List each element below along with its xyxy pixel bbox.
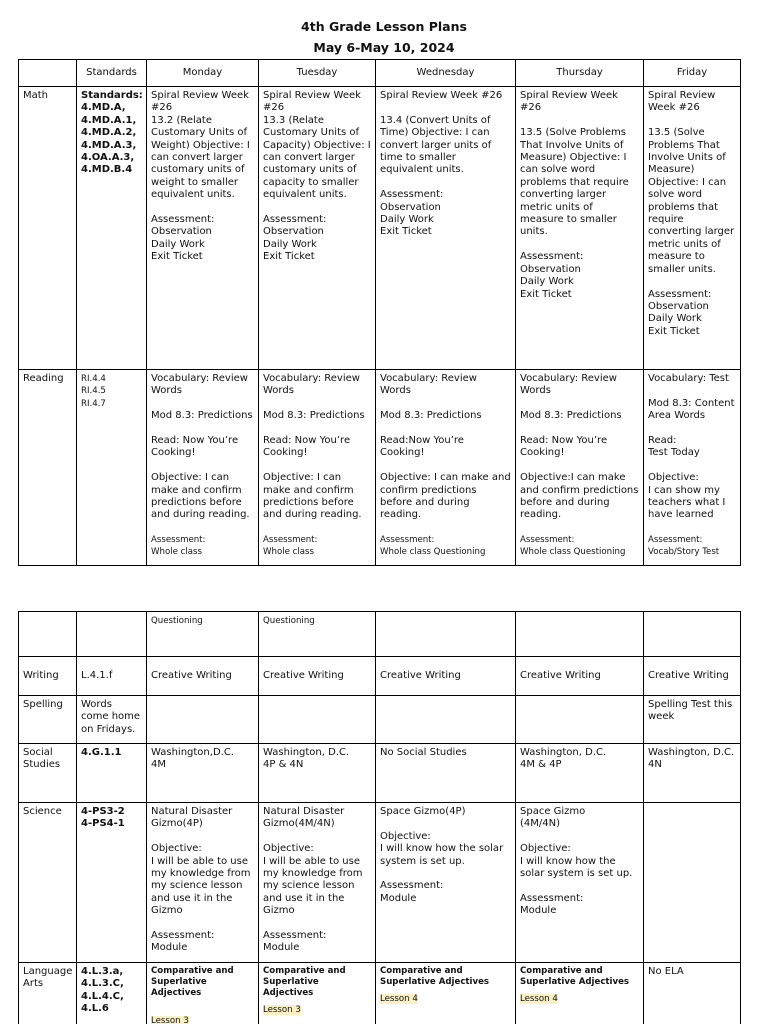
spelling-thursday (516, 696, 644, 744)
language-thursday-cell (516, 963, 644, 1024)
spelling-row (19, 696, 741, 744)
reading-tuesday: Vocabulary: Review Words Mod 8.3: Predictions Read: Now You’re Cooking! Objective: I can make and confirm predictions before and during reading. (263, 373, 365, 521)
writing-friday: Creative Writing (644, 657, 741, 696)
language-friday: No ELA (644, 963, 741, 1024)
reading-friday: Vocabulary: Test Mod 8.3: Content Area Words Read: Test Today Objective: I can show my teachers what I have learned (648, 373, 735, 521)
science-monday: Natural Disaster Gizmo(4P) Objective: I will be able to use my knowledge from my science lesson and use it in the Gizmo Assessment: Module (147, 803, 259, 963)
reading-standards: RI.4.4 RI.4.5 RI.4.7 (77, 370, 147, 566)
spelling-monday (147, 696, 259, 744)
page-title: 4th Grade Lesson Plans (301, 19, 467, 34)
math-friday: Spiral Review Week #26 13.5 (Solve Problems That Involve Units of Measure) Objective: I can solve word problems that require converting larger metric units of measure to smaller units. Assessment: Observation Daily Work Exit Ticket (644, 87, 741, 370)
continuation-blank-friday (644, 612, 741, 657)
language-monday-lesson: Lesson 3 (151, 1016, 189, 1024)
reading-row (19, 370, 741, 566)
science-tuesday: Natural Disaster Gizmo(4M/4N) Objective: I will be able to use my knowledge from my science lesson and use it in the Gizmo Assessment: Module (259, 803, 376, 963)
continuation-blank-subject (19, 612, 77, 657)
writing-thursday: Creative Writing (516, 657, 644, 696)
writing-row (19, 657, 741, 696)
language-monday-cell (147, 963, 259, 1024)
writing-subject: Writing (19, 657, 77, 696)
continuation-blank-wednesday (376, 612, 516, 657)
language-tuesday-cell (259, 963, 376, 1024)
social-monday: Washington,D.C. 4M (147, 744, 259, 803)
language-tuesday-lesson: Lesson 3 (263, 1005, 301, 1015)
continuation-row (19, 612, 741, 657)
writing-wednesday: Creative Writing (376, 657, 516, 696)
spelling-standards: Words come home on Fridays. (77, 696, 147, 744)
reading-thursday: Vocabulary: Review Words Mod 8.3: Predictions Read: Now You’re Cooking! Objective:I can make and confirm predictions before and during reading. (520, 373, 639, 521)
language-standards: 4.L.3.a, 4.L.3.C, 4.L.4.C, 4.L.6 (77, 963, 147, 1024)
social-friday: Washington, D.C. 4N (644, 744, 741, 803)
reading-tuesday-assessment: Assessment: Whole class (263, 534, 318, 558)
math-row (19, 87, 741, 370)
math-wednesday: Spiral Review Week #26 13.4 (Convert Units of Time) Objective: I can convert larger units of time to smaller equivalent units. Assessment: Observation Daily Work Exit Ticket (376, 87, 516, 370)
language-subject: Language Arts (19, 963, 77, 1024)
lesson-plan-table-page-1 (18, 59, 741, 566)
reading-monday-assessment: Assessment: Whole class (151, 534, 206, 558)
science-friday (644, 803, 741, 963)
science-standards: 4-PS3-2 4-PS4-1 (77, 803, 147, 963)
continuation-tuesday: Questioning (259, 612, 376, 657)
header-friday: Friday (644, 60, 741, 87)
reading-thursday-cell (516, 370, 644, 566)
continuation-blank-standards (77, 612, 147, 657)
date-range: May 6-May 10, 2024 (313, 40, 455, 55)
header-standards: Standards (77, 60, 147, 87)
reading-wednesday-cell (376, 370, 516, 566)
reading-friday-cell (644, 370, 741, 566)
language-arts-row (19, 963, 741, 1024)
reading-wednesday: Vocabulary: Review Words Mod 8.3: Predictions Read:Now You’re Cooking! Objective: I can make and confirm predictions before and during reading. (380, 373, 511, 521)
language-wednesday: Comparative and Superlative Adjectives (380, 966, 490, 987)
header-thursday: Thursday (516, 60, 644, 87)
lesson-plan-table-page-2 (18, 611, 741, 1024)
header-tuesday: Tuesday (259, 60, 376, 87)
writing-standards: L.4.1.f (77, 657, 147, 696)
science-row (19, 803, 741, 963)
social-standards: 4.G.1.1 (77, 744, 147, 803)
language-monday: Comparative and Superlative Adjectives (151, 966, 234, 998)
continuation-blank-thursday (516, 612, 644, 657)
header-monday: Monday (147, 60, 259, 87)
math-monday: Spiral Review Week #26 13.2 (Relate Customary Units of Weight) Objective: I can convert larger customary units of weight to smaller equivalent units. Assessment: Observation Daily Work Exit Ticket (147, 87, 259, 370)
reading-tuesday-cell (259, 370, 376, 566)
language-thursday-lesson: Lesson 4 (520, 994, 558, 1004)
header-wednesday: Wednesday (376, 60, 516, 87)
social-studies-row (19, 744, 741, 803)
spelling-friday: Spelling Test this week (644, 696, 741, 744)
reading-monday: Vocabulary: Review Words Mod 8.3: Predictions Read: Now You’re Cooking! Objective: I can make and confirm predictions before and during reading. (151, 373, 253, 521)
writing-monday: Creative Writing (147, 657, 259, 696)
spelling-subject: Spelling (19, 696, 77, 744)
spelling-wednesday (376, 696, 516, 744)
reading-thursday-assessment: Assessment: Whole class Questioning (520, 534, 626, 558)
science-wednesday: Space Gizmo(4P) Objective: I will know how the solar system is set up. Assessment: Module (376, 803, 516, 963)
continuation-monday: Questioning (147, 612, 259, 657)
reading-monday-cell (147, 370, 259, 566)
social-wednesday: No Social Studies (376, 744, 516, 803)
science-subject: Science (19, 803, 77, 963)
math-standards: Standards: 4.MD.A, 4.MD.A.1, 4.MD.A.2, 4.MD.A.3, 4.OA.A.3, 4.MD.B.4 (77, 87, 147, 370)
social-thursday: Washington, D.C. 4M & 4P (516, 744, 644, 803)
header-row (19, 60, 741, 87)
header-blank (19, 60, 77, 87)
reading-friday-assessment: Assessment: Vocab/Story Test (648, 534, 720, 558)
spelling-tuesday (259, 696, 376, 744)
language-wednesday-lesson: Lesson 4 (380, 994, 418, 1004)
writing-tuesday: Creative Writing (259, 657, 376, 696)
social-tuesday: Washington, D.C. 4P & 4N (259, 744, 376, 803)
math-subject: Math (19, 87, 77, 370)
language-tuesday: Comparative and Superlative Adjectives (263, 966, 346, 998)
reading-wednesday-assessment: Assessment: Whole class Questioning (380, 534, 486, 558)
language-thursday: Comparative and Superlative Adjectives (520, 966, 630, 987)
language-wednesday-cell (376, 963, 516, 1024)
math-thursday: Spiral Review Week #26 13.5 (Solve Problems That Involve Units of Measure) Objective: I can solve word problems that require converting larger metric units of measure to smaller units. Assessment: Observation Daily Work Exit Ticket (516, 87, 644, 370)
math-tuesday: Spiral Review Week #26 13.3 (Relate Customary Units of Capacity) Objective: I can convert larger customary units of capacity to smaller equivalent units. Assessment: Observation Daily Work Exit Ticket (259, 87, 376, 370)
social-subject: Social Studies (19, 744, 77, 803)
science-thursday: Space Gizmo (4M/4N) Objective: I will know how the solar system is set up. Assessment: Module (516, 803, 644, 963)
reading-subject: Reading (19, 370, 77, 566)
